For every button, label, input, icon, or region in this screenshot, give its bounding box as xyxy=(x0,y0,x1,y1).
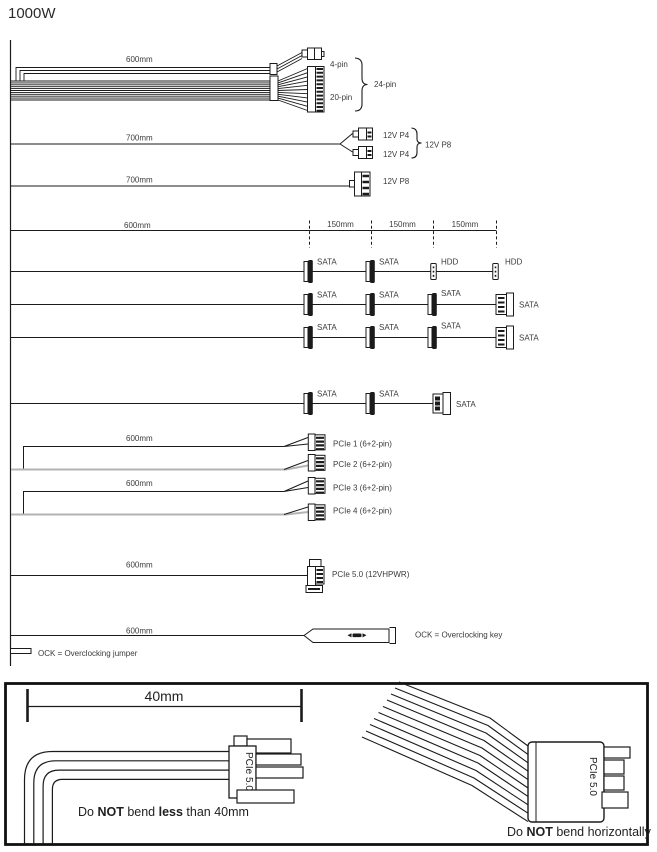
atx-bundle-ferrule xyxy=(270,76,278,101)
sata-label: SATA xyxy=(441,321,461,331)
sata-connector xyxy=(366,326,375,349)
eps-split-wire xyxy=(10,134,353,153)
sata-label: SATA xyxy=(379,290,399,300)
sata-label: SATA xyxy=(317,257,337,267)
eps-length-label: 700mm xyxy=(126,175,153,185)
pcie3-label: PCIe 3 (6+2-pin) xyxy=(333,483,392,493)
sata-end-connector-front xyxy=(433,393,451,415)
atx-24pin-label: 24-pin xyxy=(374,80,397,89)
pcie5-vertical-label: PCIe 5.0 xyxy=(587,757,598,796)
pcie5-label: PCIe 5.0 (12VHPWR) xyxy=(332,570,410,579)
pcie5-connector xyxy=(306,560,324,593)
peripheral-length-ruler xyxy=(10,220,497,248)
pcie-connector-3 xyxy=(308,478,325,495)
sata-cable-2 xyxy=(10,289,539,316)
eps-split-cable xyxy=(10,128,452,159)
pcie2-wire-gray xyxy=(11,466,308,470)
sata-cable-4 xyxy=(10,390,476,416)
hdd-end-connector xyxy=(493,264,499,280)
ock-length-label: 600mm xyxy=(126,626,153,636)
sata-hdd-cable xyxy=(10,258,523,284)
atx-branch-fan xyxy=(277,53,302,73)
eps-cable xyxy=(10,172,410,196)
atx-24pin-connector xyxy=(308,67,325,113)
eps-group-label: 12V P8 xyxy=(425,140,452,150)
dimension-label: 40mm xyxy=(144,688,184,704)
eps-split-length-label: 700mm xyxy=(126,133,153,143)
sata-label: SATA xyxy=(317,323,337,332)
sata-label: SATA xyxy=(519,300,539,310)
atx-length-label: 600mm xyxy=(126,55,153,64)
ock-key-label: OCK = Overclocking key xyxy=(415,630,503,640)
eps-p4-connector-a xyxy=(353,128,373,140)
pcie5-cable xyxy=(10,560,410,593)
bend-warning-panel xyxy=(6,682,652,845)
ock-slider-icon xyxy=(353,634,362,638)
eps-p4-connector-b xyxy=(353,147,373,159)
sata-end-connector xyxy=(496,293,514,316)
ock-jumper-label: OCK = Overclocking jumper xyxy=(38,649,138,658)
atx-20pin-label: 20-pin xyxy=(330,93,353,102)
ruler-600-label: 600mm xyxy=(124,221,151,230)
atx-wire-fan xyxy=(278,69,308,111)
ock-key-housing xyxy=(304,628,396,644)
eps-p4b-label: 12V P4 xyxy=(383,150,410,159)
sata-connector xyxy=(304,260,313,283)
sata-connector xyxy=(428,293,437,316)
sata-connector xyxy=(304,326,313,349)
hdd-label: HDD xyxy=(441,257,459,267)
horizontal-bend-warning: Do NOT bend horizontally xyxy=(507,825,651,839)
atx-branch-wires xyxy=(16,68,270,82)
sata-label: SATA xyxy=(441,289,461,298)
sata-label: SATA xyxy=(379,323,399,332)
page-title: 1000W xyxy=(8,5,56,22)
hdd-label: HDD xyxy=(505,257,523,267)
sata-label: SATA xyxy=(456,400,476,409)
pcie-a-length-label: 600mm xyxy=(126,434,153,443)
pcie-cable-3-4 xyxy=(11,478,392,521)
atx-wire-bundle xyxy=(11,81,270,100)
pcie3-wire xyxy=(23,481,308,515)
eps-brace xyxy=(412,128,422,158)
ruler-150-label-2: 150mm xyxy=(389,220,416,229)
sata-connector xyxy=(366,293,375,316)
pcie1-label: PCIe 1 (6+2-pin) xyxy=(333,439,392,449)
sata-label: SATA xyxy=(379,389,399,399)
sata-label: SATA xyxy=(317,290,337,300)
pcie-b-length-label: 600mm xyxy=(126,479,153,488)
pcie2-label: PCIe 2 (6+2-pin) xyxy=(333,460,392,469)
sata-label: SATA xyxy=(379,257,399,267)
pcie5-length-label: 600mm xyxy=(126,560,153,570)
eps-p8-label: 12V P8 xyxy=(383,177,410,186)
sata-connector xyxy=(366,392,375,415)
sata-connector xyxy=(366,260,375,283)
hdd-connector xyxy=(431,264,437,280)
pcie5-vertical-label: PCIe 5.0 xyxy=(243,752,254,791)
atx-branch-ferrule xyxy=(270,64,277,75)
sata-label: SATA xyxy=(519,333,539,343)
atx-4pin-label: 4-pin xyxy=(330,60,348,69)
sata-cable-3 xyxy=(10,322,539,350)
sata-connector xyxy=(304,392,313,415)
ock-jumper-connector xyxy=(11,649,32,654)
pcie-connector-1 xyxy=(308,434,325,451)
atx-4pin-connector xyxy=(302,48,324,60)
atx-cable xyxy=(11,48,396,112)
ock-cable xyxy=(10,627,502,659)
sata-connector xyxy=(304,293,313,316)
sata-connector xyxy=(428,326,437,349)
sata-end-connector xyxy=(496,326,514,349)
ruler-150-label-3: 150mm xyxy=(451,220,479,229)
ruler-150-label-1: 150mm xyxy=(327,220,354,229)
pcie4-label: PCIe 4 (6+2-pin) xyxy=(333,506,392,516)
bend-radius-warning: Do NOT bend less than 40mm xyxy=(78,805,249,819)
pcie-connector-4 xyxy=(308,504,325,521)
sata-label: SATA xyxy=(317,389,337,399)
eps-p8-connector xyxy=(350,172,371,196)
atx-brace xyxy=(355,58,368,111)
pcie1-wire xyxy=(23,438,308,470)
pcie-cable-1-2 xyxy=(11,434,392,471)
pcie4-wire-gray xyxy=(11,512,308,515)
pcie-connector-2 xyxy=(308,455,325,472)
eps-p4a-label: 12V P4 xyxy=(383,131,410,140)
